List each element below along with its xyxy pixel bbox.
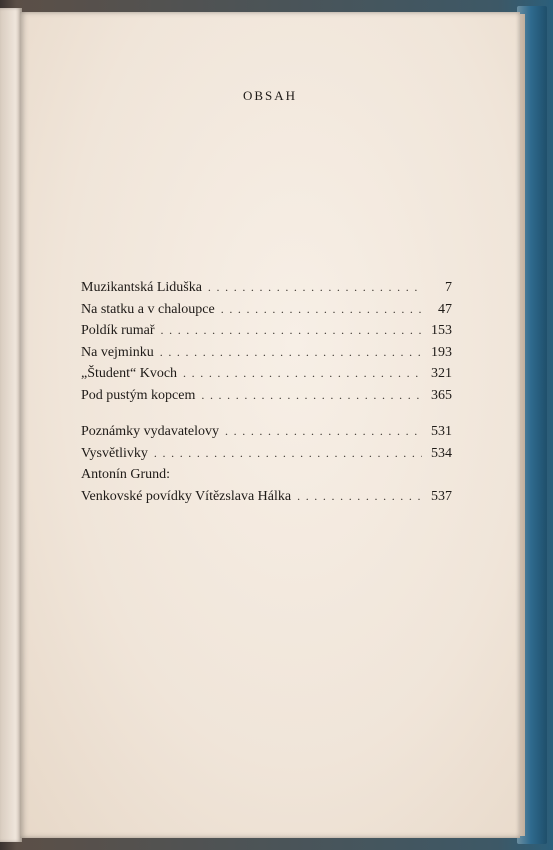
toc-group-stories <box>81 280 452 409</box>
toc-entry-page: 153 <box>431 323 452 338</box>
left-page-edge <box>0 8 22 842</box>
toc-entry-title: Poldík rumař <box>81 323 155 338</box>
toc-entry-title: Poznámky vydavatelovy <box>81 424 220 439</box>
toc-entry-title: Vysvětlivky <box>81 445 148 461</box>
toc-entry <box>81 388 452 410</box>
dot-leader <box>161 323 423 338</box>
toc-entry-page: 47 <box>438 301 452 317</box>
toc-entry-title: „Študent“ Kvoch <box>81 366 178 381</box>
toc-entry-page: 7 <box>445 280 452 295</box>
toc-entry-title: Pod pustým kopcem <box>81 387 196 403</box>
toc-entry <box>81 424 452 446</box>
dot-leader <box>183 366 422 381</box>
toc-entry <box>81 280 452 302</box>
toc-entry-title: Muzikantská Liduška <box>81 280 202 295</box>
page-title: OBSAH <box>242 88 298 103</box>
dot-leader <box>160 345 422 360</box>
toc-entry <box>81 489 452 511</box>
toc-entry-page: 193 <box>431 344 452 360</box>
toc-group-appendix <box>81 424 452 510</box>
dot-leader <box>297 489 422 504</box>
toc-entry-page: 534 <box>431 445 452 461</box>
dot-leader <box>225 424 422 439</box>
toc-entry-page: 537 <box>431 488 452 504</box>
toc-entry-title: Venkovské povídky Vítězslava Hálka <box>81 488 292 504</box>
toc-entry-page: 321 <box>431 366 452 381</box>
dot-leader <box>154 446 422 461</box>
toc-entry-title: Antonín Grund: <box>81 467 171 482</box>
toc-entry <box>81 323 452 345</box>
book-page <box>20 12 520 838</box>
toc-entry <box>81 345 452 367</box>
toc-entry-title: Na vejminku <box>81 344 154 360</box>
toc-entry <box>81 446 452 468</box>
toc-entry-page: 365 <box>431 387 452 403</box>
dot-leader <box>201 388 422 403</box>
toc-entry <box>81 302 452 324</box>
toc-entry-title: Na statku a v chaloupce <box>81 301 215 317</box>
toc-entry-page: 531 <box>431 424 452 439</box>
toc-entry-author-line <box>81 467 452 489</box>
dot-leader <box>208 280 422 295</box>
toc-entry <box>81 366 452 388</box>
dot-leader <box>221 302 422 317</box>
